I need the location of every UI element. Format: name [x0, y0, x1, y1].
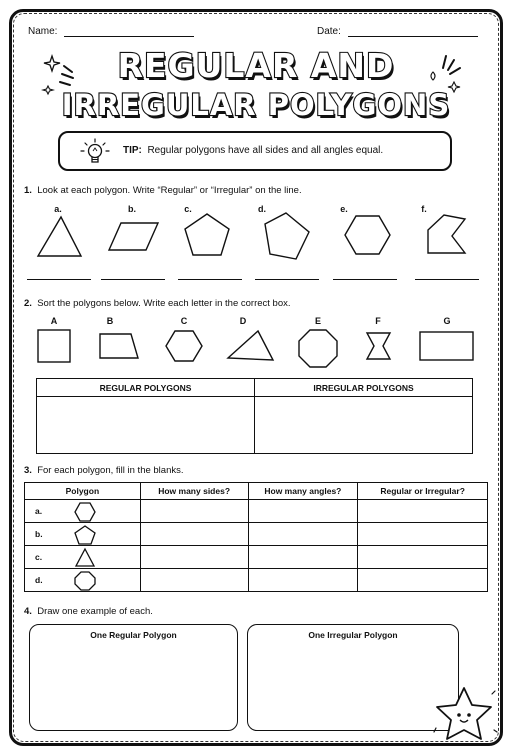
q2-label-c: C — [180, 316, 188, 326]
q1-label-e: e. — [340, 204, 348, 214]
q3-sides-input[interactable] — [140, 569, 248, 592]
tip-body: Regular polygons have all sides and all angles equal. — [147, 145, 384, 156]
q3-row-d-polygon — [25, 569, 141, 592]
question-3-number: 3. — [24, 465, 32, 476]
q3-angles-input[interactable] — [248, 569, 358, 592]
q2-label-e: E — [314, 316, 321, 326]
q3-row-label: a. — [35, 506, 43, 516]
regular-column-header: REGULAR POLYGONS — [37, 379, 255, 397]
q1-label-f: f. — [421, 204, 427, 214]
q2-rectangle — [420, 332, 473, 360]
table-row — [25, 569, 488, 592]
q3-header-polygon: Polygon — [25, 483, 141, 500]
q2-trapezoid — [100, 334, 138, 358]
q3-angles-input[interactable] — [248, 546, 358, 569]
q1-label-c: c. — [184, 204, 192, 214]
q2-square — [38, 330, 70, 362]
q3-sides-input[interactable] — [140, 500, 248, 523]
q2-scalene-triangle — [228, 331, 273, 360]
tip-label: TIP: — [123, 145, 142, 156]
q3-header-type: Regular or Irregular? — [358, 483, 488, 500]
q2-octagon — [299, 330, 337, 367]
q3-triangle-icon — [75, 548, 95, 568]
q2-label-d: D — [239, 316, 247, 326]
q3-row-label: b. — [35, 529, 43, 539]
q3-table — [24, 482, 488, 592]
regular-answer-box[interactable] — [37, 397, 255, 453]
q1-label-a: a. — [54, 204, 62, 214]
q3-row-b-polygon — [25, 523, 141, 546]
question-1-number: 1. — [24, 185, 32, 196]
q3-row-a-polygon — [25, 500, 141, 523]
q3-hexagon-icon — [73, 502, 97, 522]
q2-label-a: A — [50, 316, 58, 326]
draw-irregular-box[interactable] — [247, 624, 459, 731]
draw-irregular-label: One Irregular Polygon — [308, 630, 398, 640]
q2-hexagon — [166, 331, 202, 361]
q3-row-label: d. — [35, 575, 43, 585]
question-4-number: 4. — [24, 606, 32, 617]
q3-angles-input[interactable] — [248, 500, 358, 523]
q3-pentagon-icon — [74, 525, 96, 545]
table-row — [25, 500, 488, 523]
question-2-number: 2. — [24, 298, 32, 309]
q3-sides-input[interactable] — [140, 546, 248, 569]
table-row — [25, 523, 488, 546]
question-4 — [24, 606, 153, 617]
q3-row-label: c. — [35, 552, 43, 562]
question-4-text: Draw one example of each. — [37, 606, 153, 617]
question-2-text: Sort the polygons below. Write each letter in the correct box. — [37, 298, 291, 309]
date-label: Date: — [317, 26, 341, 37]
q3-type-input[interactable] — [358, 523, 488, 546]
q1-label-b: b. — [128, 204, 136, 214]
irregular-answer-box[interactable] — [255, 397, 472, 453]
sort-table — [36, 378, 473, 454]
q3-table-header-row — [25, 483, 488, 500]
draw-regular-box[interactable] — [29, 624, 238, 731]
question-1-text: Look at each polygon. Write “Regular” or “Irregular” on the line. — [37, 185, 302, 196]
name-label: Name: — [28, 26, 58, 37]
q3-sides-input[interactable] — [140, 523, 248, 546]
draw-regular-label: One Regular Polygon — [90, 630, 177, 640]
q3-header-sides: How many sides? — [140, 483, 248, 500]
q3-header-angles: How many angles? — [248, 483, 358, 500]
question-3-text: For each polygon, fill in the blanks. — [37, 465, 184, 476]
q3-type-input[interactable] — [358, 500, 488, 523]
star-mascot-icon — [432, 686, 498, 744]
title-line-1: REGULAR AND — [117, 46, 395, 85]
q3-octagon-icon — [74, 571, 96, 591]
q3-type-input[interactable] — [358, 546, 488, 569]
q3-type-input[interactable] — [358, 569, 488, 592]
q2-label-g: G — [443, 316, 451, 326]
q1-label-d: d. — [258, 204, 266, 214]
title-line-2: IRREGULAR POLYGONS — [61, 88, 451, 122]
irregular-column-header: IRREGULAR POLYGONS — [255, 379, 472, 397]
q2-label-b: B — [106, 316, 114, 326]
q2-bowtie — [367, 333, 390, 359]
q3-row-c-polygon — [25, 546, 141, 569]
q3-angles-input[interactable] — [248, 523, 358, 546]
q2-label-f: F — [375, 316, 381, 326]
question-3 — [24, 465, 184, 476]
table-row — [25, 546, 488, 569]
